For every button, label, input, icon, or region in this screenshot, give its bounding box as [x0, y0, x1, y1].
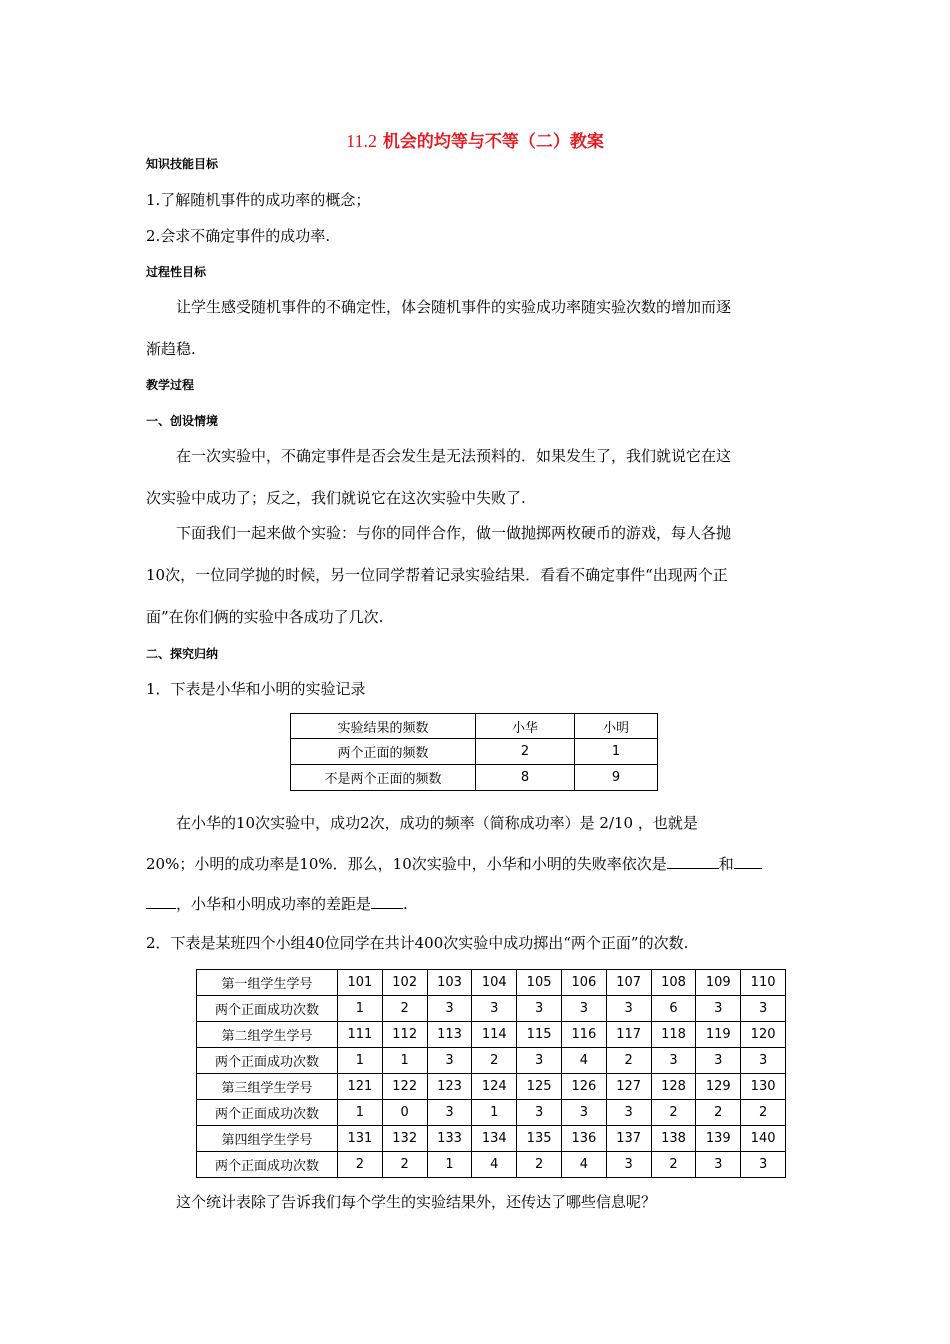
table-cell: 2: [651, 1152, 696, 1178]
table-cell: 140: [741, 1126, 786, 1152]
process-heading: 过程性目标: [146, 265, 207, 279]
table-cell: 3: [651, 1048, 696, 1074]
row-label-cell: 两个正面成功次数: [197, 1152, 338, 1178]
question-2: 2．下表是某班四个小组40位同学在共计400次实验中成功掷出“两个正面”的次数.: [146, 934, 689, 952]
table-cell: 131: [338, 1126, 383, 1152]
table-cell: 2: [517, 1152, 562, 1178]
question-1: 1．下表是小华和小明的实验记录: [146, 680, 366, 698]
table-row: [197, 996, 786, 1022]
row-label-cell: 两个正面成功次数: [197, 1048, 338, 1074]
part1-p1-line-1: 在一次实验中，不确定事件是否会发生是无法预料的．如果发生了，我们就说它在这: [176, 447, 732, 465]
table-header-row: [291, 714, 658, 739]
table-cell: 136: [561, 1126, 606, 1152]
q1-after-line-3-end: .: [403, 895, 408, 913]
table-cell: 128: [651, 1074, 696, 1100]
table-cell: 3: [427, 996, 472, 1022]
row-label-cell: 第一组学生学号: [197, 970, 338, 996]
table-cell: 115: [517, 1022, 562, 1048]
table-cell: 1: [338, 1100, 383, 1126]
table-cell: 134: [472, 1126, 517, 1152]
table-cell: 127: [606, 1074, 651, 1100]
table-cell: 3: [427, 1100, 472, 1126]
table-row: [291, 765, 658, 791]
table-cell: 3: [696, 1048, 741, 1074]
table-row: [197, 1100, 786, 1126]
table-cell: 107: [606, 970, 651, 996]
row-label-cell: 第二组学生学号: [197, 1022, 338, 1048]
table-cell: 1: [338, 1048, 383, 1074]
table-cell: 121: [338, 1074, 383, 1100]
answer-blank[interactable]: [667, 855, 719, 869]
q1-after-line-3-text: ，小华和小明成功率的差距是: [176, 895, 372, 913]
table-cell: 114: [472, 1022, 517, 1048]
group-results-table: [196, 969, 786, 1178]
table-cell: 3: [696, 996, 741, 1022]
table-cell: 2: [696, 1100, 741, 1126]
row-label-cell: 两个正面成功次数: [197, 1100, 338, 1126]
table-cell: 两个正面的频数: [291, 739, 476, 765]
table-row: [197, 1022, 786, 1048]
table-cell: 101: [338, 970, 383, 996]
table-cell: 6: [651, 996, 696, 1022]
table-cell: 138: [651, 1126, 696, 1152]
table-row: [197, 1126, 786, 1152]
answer-blank[interactable]: [146, 895, 176, 909]
table-cell: 8: [476, 765, 575, 791]
table-cell: 108: [651, 970, 696, 996]
table-cell: 105: [517, 970, 562, 996]
table-cell: 2: [382, 1152, 427, 1178]
table-header-cell: 小华: [476, 714, 575, 739]
table-cell: 130: [741, 1074, 786, 1100]
q1-after-line-3: [146, 893, 408, 914]
teaching-heading: 教学过程: [146, 378, 195, 392]
knowledge-heading: 知识技能目标: [146, 157, 219, 171]
table-cell: 3: [517, 1048, 562, 1074]
table-cell: 122: [382, 1074, 427, 1100]
table-cell: 4: [472, 1152, 517, 1178]
table-cell: 2: [741, 1100, 786, 1126]
process-line-1: 让学生感受随机事件的不确定性，体会随机事件的实验成功率随实验次数的增加而逐: [176, 298, 732, 316]
table-cell: 2: [651, 1100, 696, 1126]
table-cell: 111: [338, 1022, 383, 1048]
table-cell: 2: [382, 996, 427, 1022]
table-cell: 不是两个正面的频数: [291, 765, 476, 791]
table-cell: 110: [741, 970, 786, 996]
row-label-cell: 第三组学生学号: [197, 1074, 338, 1100]
table-cell: 113: [427, 1022, 472, 1048]
table-cell: 2: [606, 1048, 651, 1074]
table-cell: 2: [476, 739, 575, 765]
page-title: [0, 127, 950, 152]
table-cell: 3: [472, 996, 517, 1022]
part1-p2-line-1: 下面我们一起来做个实验：与你的同伴合作，做一做抛掷两枚硬币的游戏，每人各抛: [176, 524, 732, 542]
q1-after-line-2-text: 20%；小明的成功率是10%．那么，10次实验中，小华和小明的失败率依次是: [146, 855, 667, 873]
table-cell: 4: [561, 1152, 606, 1178]
table-cell: 129: [696, 1074, 741, 1100]
table-cell: 4: [561, 1048, 606, 1074]
table-cell: 133: [427, 1126, 472, 1152]
table-row: [291, 739, 658, 765]
table-cell: 106: [561, 970, 606, 996]
knowledge-item-2: 2.会求不确定事件的成功率.: [146, 227, 331, 245]
title-text: 机会的均等与不等（二）教案: [382, 132, 604, 152]
title-number: 11.2: [346, 131, 377, 151]
table-cell: 3: [606, 1152, 651, 1178]
row-label-cell: 第四组学生学号: [197, 1126, 338, 1152]
table-cell: 102: [382, 970, 427, 996]
table-cell: 3: [606, 1100, 651, 1126]
part2-heading: 二、探究归纳: [146, 647, 219, 661]
table-row: [197, 1152, 786, 1178]
table-cell: 135: [517, 1126, 562, 1152]
table-cell: 0: [382, 1100, 427, 1126]
table-row: [197, 1048, 786, 1074]
table-cell: 117: [606, 1022, 651, 1048]
process-line-2: 渐趋稳.: [146, 340, 196, 358]
table-cell: 120: [741, 1022, 786, 1048]
table-header-cell: 实验结果的频数: [291, 714, 476, 739]
table-cell: 3: [561, 1100, 606, 1126]
table-cell: 1: [338, 996, 383, 1022]
q1-after-line-2-and: 和: [718, 855, 734, 873]
table-cell: 3: [696, 1152, 741, 1178]
table-cell: 104: [472, 970, 517, 996]
table-cell: 3: [561, 996, 606, 1022]
table-cell: 119: [696, 1022, 741, 1048]
table-cell: 125: [517, 1074, 562, 1100]
table-cell: 1: [382, 1048, 427, 1074]
table-cell: 3: [606, 996, 651, 1022]
table-cell: 2: [472, 1048, 517, 1074]
table-cell: 126: [561, 1074, 606, 1100]
answer-blank[interactable]: [734, 855, 762, 869]
table-cell: 3: [741, 1048, 786, 1074]
table-cell: 3: [741, 996, 786, 1022]
table-cell: 109: [696, 970, 741, 996]
q1-after-line-1: 在小华的10次实验中，成功2次，成功的频率（简称成功率）是 2/10 ，也就是: [176, 814, 698, 832]
row-label-cell: 两个正面成功次数: [197, 996, 338, 1022]
table-cell: 123: [427, 1074, 472, 1100]
table-cell: 3: [741, 1152, 786, 1178]
table-row: [197, 970, 786, 996]
table-cell: 112: [382, 1022, 427, 1048]
table-cell: 118: [651, 1022, 696, 1048]
experiment-table: [290, 713, 658, 791]
table-cell: 139: [696, 1126, 741, 1152]
table-cell: 132: [382, 1126, 427, 1152]
part1-p1-line-2: 次实验中成功了；反之，我们就说它在这次实验中失败了.: [146, 489, 526, 507]
part1-p2-line-2: 10次，一位同学抛的时候，另一位同学帮着记录实验结果．看看不确定事件“出现两个正: [146, 566, 728, 584]
table-cell: 2: [338, 1152, 383, 1178]
knowledge-item-1: 1.了解随机事件的成功率的概念；: [146, 191, 371, 209]
table-cell: 9: [575, 765, 658, 791]
table-cell: 3: [517, 1100, 562, 1126]
table-cell: 3: [517, 996, 562, 1022]
table-cell: 116: [561, 1022, 606, 1048]
table-cell: 103: [427, 970, 472, 996]
closing-question: 这个统计表除了告诉我们每个学生的实验结果外，还传达了哪些信息呢？: [176, 1193, 657, 1211]
table-cell: 1: [575, 739, 658, 765]
table-row: [197, 1074, 786, 1100]
table-cell: 1: [472, 1100, 517, 1126]
q1-after-line-2: [146, 853, 762, 874]
part1-heading: 一、创设情境: [146, 414, 219, 428]
part1-p2-line-3: 面”在你们俩的实验中各成功了几次.: [146, 608, 384, 626]
table-cell: 124: [472, 1074, 517, 1100]
table-cell: 3: [427, 1048, 472, 1074]
table-cell: 137: [606, 1126, 651, 1152]
table-header-cell: 小明: [575, 714, 658, 739]
table-cell: 1: [427, 1152, 472, 1178]
answer-blank[interactable]: [371, 895, 403, 909]
